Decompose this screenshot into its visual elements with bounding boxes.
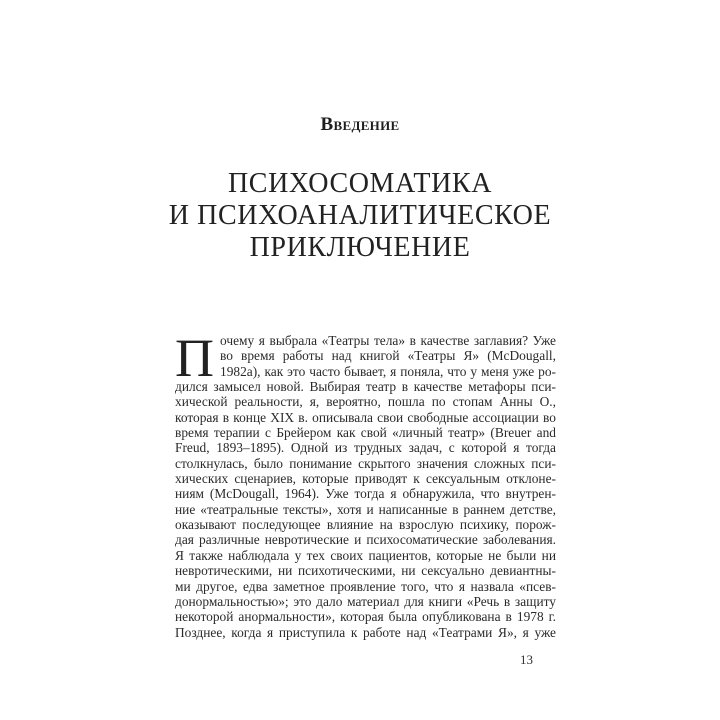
- text-line: 1982a), как это часто бывает, я поняла, что у меня уже ро-: [220, 363, 556, 379]
- chapter-title: [0, 168, 720, 264]
- text-line: Позднее, когда я приступила к работе над «Театрами Я», я уже: [175, 624, 556, 640]
- text-line: оказывают последующее влияние на взрослую психику, порож-: [175, 517, 556, 533]
- chapter-title-line: И ПСИХОАНАЛИТИЧЕСКОЕ: [168, 200, 552, 231]
- text-line: во время работы над книгой «Театры Я» (McDougall,: [220, 348, 556, 364]
- text-line: хической реальности, я, вероятно, пошла по стопам Анны О.,: [175, 394, 556, 410]
- text-line: невротическими, ни психотическими, ни сексуально девиантны-: [175, 563, 556, 579]
- text-line: ниям (McDougall, 1964). Уже тогда я обнаружила, что внутрен-: [175, 486, 556, 502]
- text-line: очему я выбрала «Театры тела» в качестве заглавия? Уже: [220, 333, 556, 348]
- drop-cap: П: [175, 328, 214, 388]
- text-line: некоторой анормальности», которая была опубликована в 1978 г.: [175, 609, 556, 625]
- text-line: Freud, 1893–1895). Одной из трудных задач, с которой я тогда: [175, 440, 556, 456]
- text-line: столкнулась, было понимание скрытого значения сложных пси-: [175, 455, 556, 471]
- text-line: ми другое, едва заметное проявление того, что я назвала «псев-: [175, 578, 556, 594]
- text-line: ние «театральные тексты», хотя и написанные в раннем детстве,: [175, 501, 556, 517]
- page-number: 13: [520, 652, 533, 667]
- body-paragraph: [175, 328, 556, 640]
- text-line: которая в конце XIX в. описывала свои свободные ассоциации во: [175, 409, 556, 425]
- chapter-title-line: ПСИХОСОМАТИКА: [227, 168, 493, 199]
- text-line: Я также наблюдала у тех своих пациентов, которые не были ни: [175, 547, 556, 563]
- text-line: дая различные невротические и психосоматические заболевания.: [175, 532, 556, 548]
- text-line: хических сценариев, которые приводят к сексуальным отклоне-: [175, 471, 556, 487]
- text-line: дился замысел новой. Выбирая театр в качестве метафоры пси-: [175, 379, 556, 395]
- text-line: время терапии с Брейером как свой «личный театр» (Breuer and: [175, 425, 556, 441]
- text-line: донормальностью»; это дало материал для книги «Речь в защиту: [175, 593, 556, 609]
- chapter-title-line: ПРИКЛЮЧЕНИЕ: [249, 232, 471, 263]
- chapter-label: Введение: [320, 114, 400, 135]
